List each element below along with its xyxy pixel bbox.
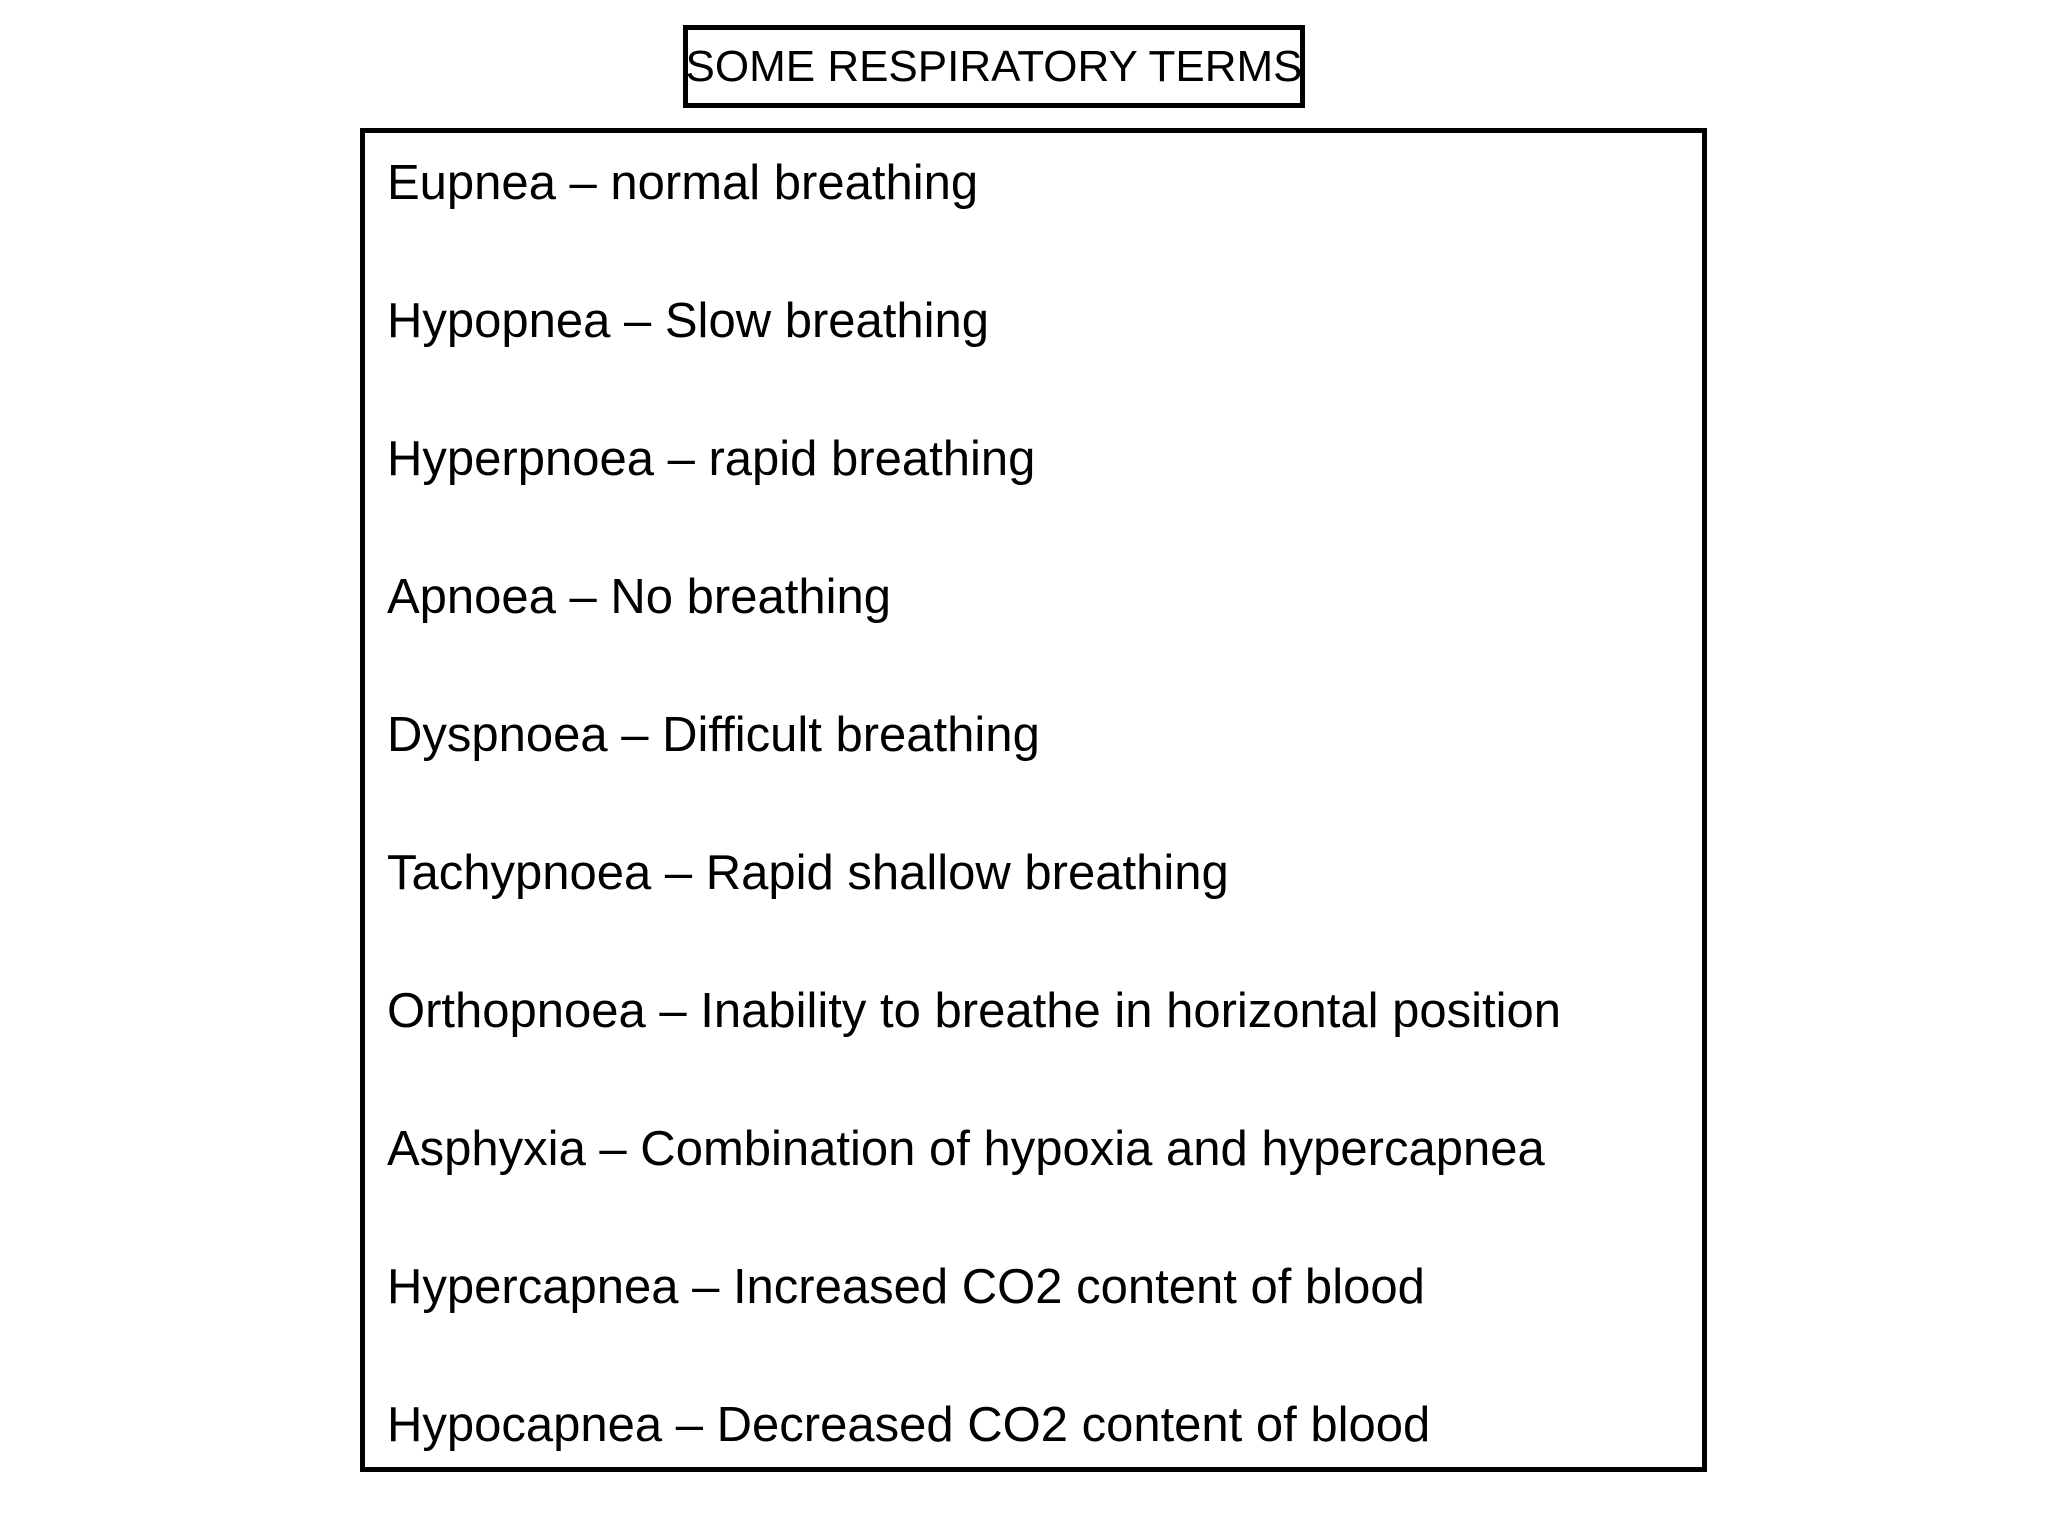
term-item-orthopnoea: Orthopnoea – Inability to breathe in horizontal position bbox=[387, 984, 1562, 1038]
term-item-apnoea: Apnoea – No breathing bbox=[387, 570, 891, 624]
term-item-hypocapnea: Hypocapnea – Decreased CO2 content of blood bbox=[387, 1398, 1431, 1452]
term-item-hypopnea: Hypopnea – Slow breathing bbox=[387, 294, 990, 348]
term-item-asphyxia: Asphyxia – Combination of hypoxia and hypercapnea bbox=[387, 1122, 1545, 1176]
term-item-eupnea: Eupnea – normal breathing bbox=[387, 156, 979, 210]
term-item-dyspnoea: Dyspnoea – Difficult breathing bbox=[387, 708, 1040, 762]
term-item-tachypnoea: Tachypnoea – Rapid shallow breathing bbox=[387, 846, 1229, 900]
term-item-hyperpnoea: Hyperpnoea – rapid breathing bbox=[387, 432, 1036, 486]
title-box bbox=[683, 25, 1305, 108]
term-item-hypercapnea: Hypercapnea – Increased CO2 content of blood bbox=[387, 1260, 1425, 1314]
terms-list bbox=[360, 128, 1707, 1472]
page-title: SOME RESPIRATORY TERMS bbox=[685, 41, 1303, 91]
